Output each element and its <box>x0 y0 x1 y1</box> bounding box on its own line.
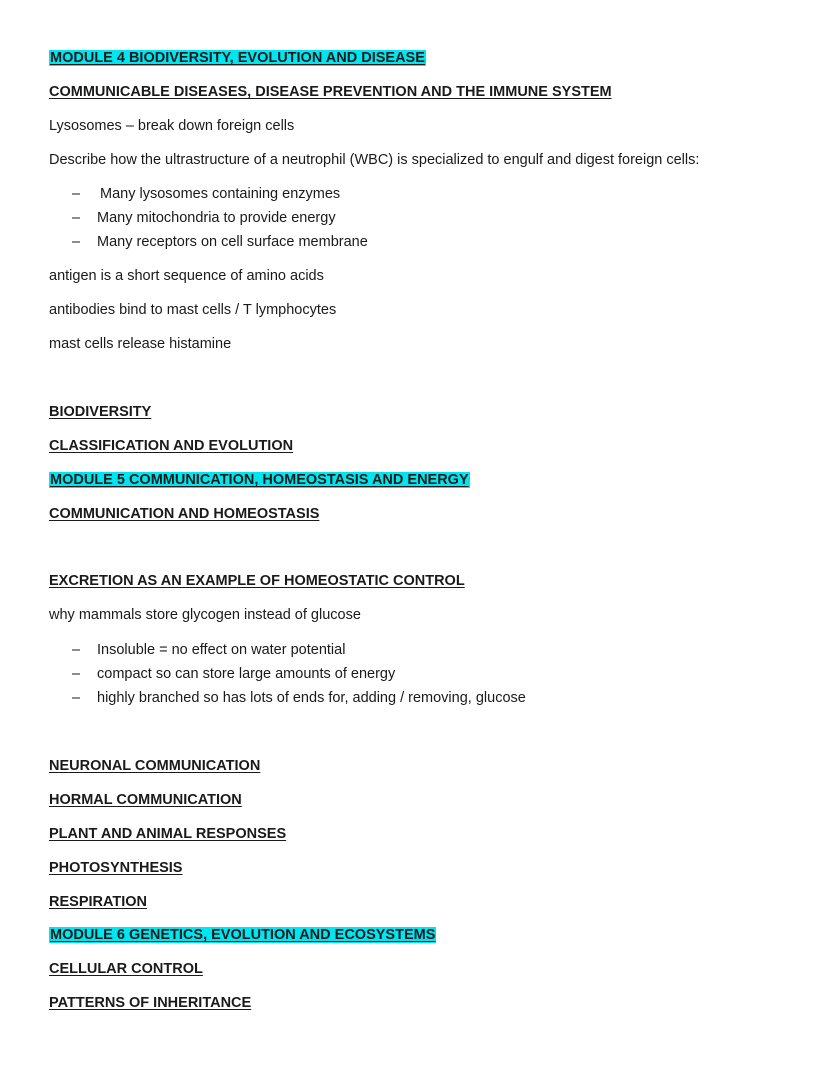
module-6-heading <box>49 926 436 944</box>
dash-bullet-icon: – <box>72 666 81 682</box>
module-6-title: MODULE 6 GENETICS, EVOLUTION AND ECOSYSTEMS <box>50 927 436 943</box>
mast-cells-note: mast cells release histamine <box>49 336 232 352</box>
lysosomes-note: Lysosomes – break down foreign cells <box>49 118 295 134</box>
neuronal-communication-heading: NEURONAL COMMUNICATION <box>49 758 261 774</box>
module-4-heading <box>49 49 426 67</box>
neutrophil-question: Describe how the ultrastructure of a neutrophil (WBC) is specialized to engulf and digest foreign cells: <box>49 152 700 168</box>
module-5-heading <box>49 471 470 489</box>
excretion-heading: EXCRETION AS AN EXAMPLE OF HOMEOSTATIC CONTROL <box>49 573 465 589</box>
dash-bullet-icon: – <box>72 234 81 250</box>
biodiversity-heading: BIODIVERSITY <box>49 404 152 420</box>
communication-homeostasis-heading: COMMUNICATION AND HOMEOSTASIS <box>49 506 320 522</box>
module-5-title: MODULE 5 COMMUNICATION, HOMEOSTASIS AND ENERGY <box>50 472 469 488</box>
dash-bullet-icon: – <box>72 690 81 706</box>
cellular-control-heading: CELLULAR CONTROL <box>49 961 203 977</box>
plant-animal-responses-heading: PLANT AND ANIMAL RESPONSES <box>49 826 287 842</box>
dash-bullet-icon: – <box>72 186 81 202</box>
dash-bullet-icon: – <box>72 210 81 226</box>
glycogen-note: why mammals store glycogen instead of glucose <box>49 607 361 623</box>
classification-heading: CLASSIFICATION AND EVOLUTION <box>49 438 294 454</box>
respiration-heading: RESPIRATION <box>49 894 148 910</box>
module-4-title: MODULE 4 BIODIVERSITY, EVOLUTION AND DISEASE <box>50 50 425 66</box>
photosynthesis-heading: PHOTOSYNTHESIS <box>49 860 183 876</box>
patterns-of-inheritance-heading: PATTERNS OF INHERITANCE <box>49 995 252 1011</box>
dash-bullet-icon: – <box>72 642 81 658</box>
communicable-diseases-heading: COMMUNICABLE DISEASES, DISEASE PREVENTION AND THE IMMUNE SYSTEM <box>49 84 612 100</box>
antibodies-note: antibodies bind to mast cells / T lymphocytes <box>49 302 337 318</box>
antigen-note: antigen is a short sequence of amino acids <box>49 268 324 284</box>
hormonal-communication-heading: HORMAL COMMUNICATION <box>49 792 242 808</box>
